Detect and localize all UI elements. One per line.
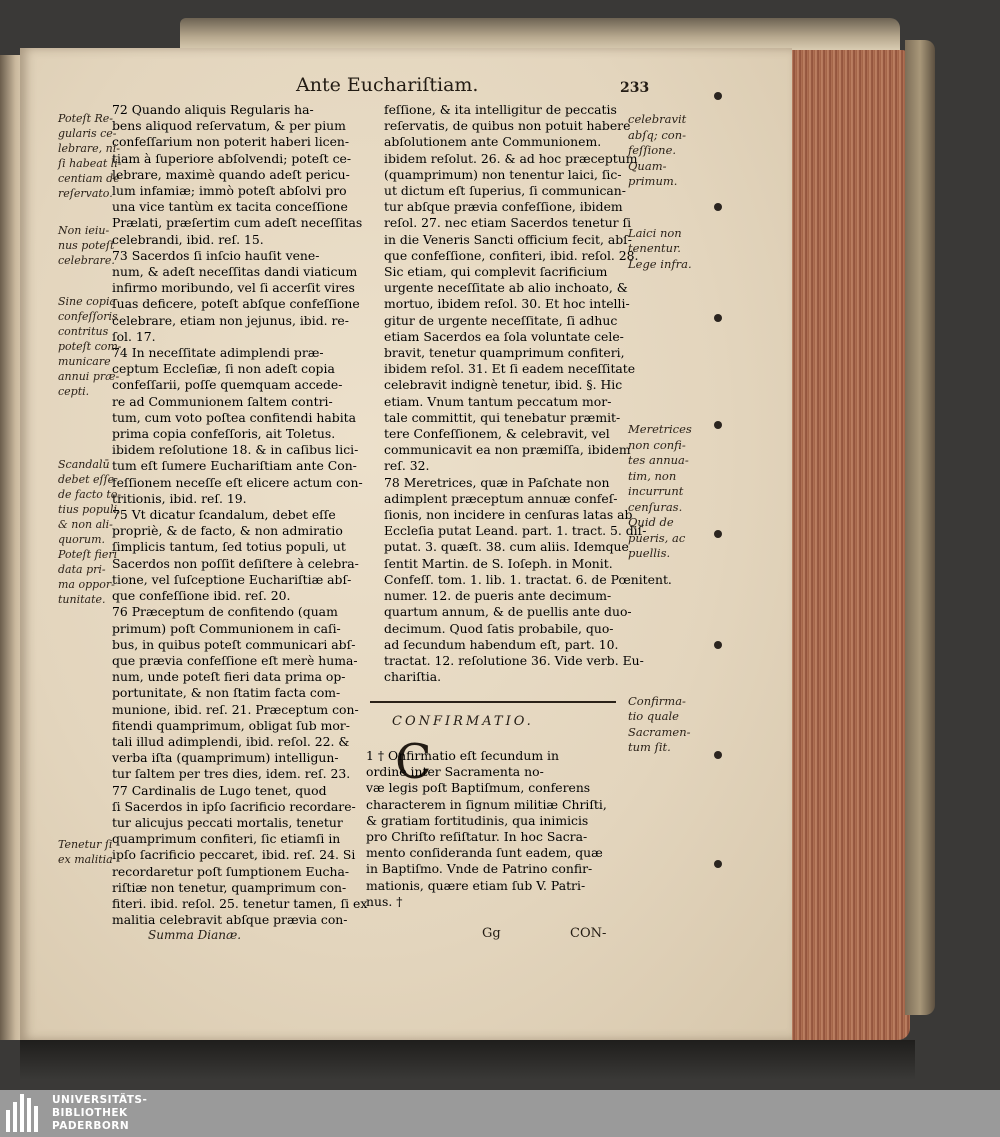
margin-note: poteſt com- xyxy=(58,340,122,353)
margin-note: Sine copia xyxy=(58,295,117,308)
text-line: Eccleſia putat Leand. part. 1. tract. 5. diſ- xyxy=(384,523,647,539)
margin-note: Quid de xyxy=(628,515,674,529)
page-block-edges xyxy=(790,50,910,1040)
text-line: quartum annum, & de puellis ante duo- xyxy=(384,604,632,620)
text-line: prima copia confeſſoris, ait Toletus. xyxy=(112,426,336,442)
margin-note: Poteſt Re- xyxy=(58,112,114,125)
text-line: reſ. 32. xyxy=(384,458,430,474)
text-line: bravit, tenetur quamprimum confiteri, xyxy=(384,345,625,361)
margin-note: annui præ- xyxy=(58,370,120,383)
margin-note: abſq; con- xyxy=(628,127,687,142)
margin-note: Scandalū xyxy=(58,458,110,471)
text-line: 78 Meretrices, quæ in Paſchate non xyxy=(384,474,610,490)
text-line: (quamprimum) non tenentur laici, ſic- xyxy=(384,166,622,182)
text-line: & gratiam fortitudinis, qua inimicis xyxy=(366,812,589,828)
text-line: ſuas deficere, poteſt abſque confeſſione xyxy=(112,296,360,312)
margin-note: Sacramen- xyxy=(628,724,691,739)
text-line: infirmo moribundo, vel ſi accerſit vires xyxy=(112,280,355,296)
margin-note: Lege infra. xyxy=(628,256,692,271)
margin-note: ſi habeat li- xyxy=(58,157,122,170)
margin-note: cenſuras. xyxy=(628,499,683,514)
section-title: CONFIRMATIO. xyxy=(392,714,534,729)
logo-line-2: BIBLIOTHEK xyxy=(52,1107,128,1119)
margin-note: tum ſit. xyxy=(628,740,671,754)
text-line: tere Confeſſionem, & celebravit, vel xyxy=(384,426,610,442)
text-line: ceptum Eccleſiæ, ſi non adeſt copia xyxy=(112,361,335,377)
text-line: propriè, & de facto, & non admiratio xyxy=(112,523,343,539)
text-line: confeſſarii, poſſe quemquam accede- xyxy=(112,377,343,393)
text-line: ſol. 17. xyxy=(112,328,156,344)
text-line: ibidem reſol. 31. Et ſi eadem neceſſitate xyxy=(384,361,636,377)
binding-hole xyxy=(714,860,722,868)
margin-note: & non ali- xyxy=(58,518,113,531)
text-line: ordine inter Sacramenta no- xyxy=(366,764,544,780)
catchword-right: CON- xyxy=(570,926,607,941)
text-line: recordaretur poſt ſumptionem Eucha- xyxy=(112,863,350,879)
margin-note: pueris, ac xyxy=(628,530,686,545)
binding-hole xyxy=(714,421,722,429)
text-line: Sic etiam, qui complevit ſacrificium xyxy=(384,264,608,280)
margin-note: quorum. xyxy=(58,533,106,546)
text-line: quamprimum confiteri, ſic etiamſi in xyxy=(112,831,341,847)
text-line: 1 † Onfirmatio eſt ſecundum in xyxy=(366,748,559,763)
section-rule xyxy=(370,701,616,703)
text-line: Prælati, præſertim cum adeſt neceſſitas xyxy=(112,215,363,231)
margin-note: non confi- xyxy=(628,437,686,452)
confirmatio-text xyxy=(366,748,607,910)
left-margin-notes xyxy=(58,111,122,867)
text-line: etiam. Vnum tantum peccatum mor- xyxy=(384,393,612,409)
text-line: adimplent præceptum annuæ confeſ- xyxy=(384,490,618,506)
text-line: num, unde poteſt fieri data prima op- xyxy=(112,669,346,685)
margin-note: data pri- xyxy=(58,563,106,576)
margin-note: celebrare. xyxy=(58,254,115,267)
text-line: bus, in quibus poteſt communicari abſ- xyxy=(112,636,356,652)
text-line: 74 In neceſſitate adimplendi præ- xyxy=(112,345,324,361)
margin-note: Laici non xyxy=(628,225,682,240)
text-line: 75 Vt dicatur ſcandalum, debet eſſe xyxy=(112,507,336,523)
binding-hole xyxy=(714,203,722,211)
text-line: num, & adeſt neceſſitas dandi viaticum xyxy=(112,264,358,280)
margin-note: ex malitia xyxy=(58,853,113,866)
text-line: numer. 12. de pueris ante decimum- xyxy=(384,588,612,604)
text-line: ipſo ſacrificio peccaret, ibid. reſ. 24. Si xyxy=(112,847,356,863)
margin-note: incurrunt xyxy=(628,484,684,498)
margin-note: municare xyxy=(58,355,111,368)
text-line: riſtiæ non tenetur, quamprimum con- xyxy=(112,879,347,895)
text-line: Confeſſ. tom. 1. lib. 1. tractat. 6. de Pœnitent. xyxy=(384,571,672,587)
margin-note: tenentur. xyxy=(628,241,681,255)
text-line: ibidem reſolut. 26. & ad hoc præceptum xyxy=(384,150,638,166)
margin-note: Poteſt fieri xyxy=(58,548,118,561)
margin-note: lebrare, ni- xyxy=(58,142,120,155)
text-line: etiam Sacerdos ea ſola voluntate cele- xyxy=(384,328,624,344)
margin-note: tim, non xyxy=(628,468,677,483)
text-line: celebravit indignè tenetur, ibid. §. Hic xyxy=(384,377,623,393)
binding-hole xyxy=(714,92,722,100)
right-margin-notes xyxy=(628,112,692,756)
text-line: tione, vel ſuſceptione Euchariſtiæ abſ- xyxy=(112,571,352,587)
drop-capital: C xyxy=(395,734,432,790)
text-line: ſimplicis tantum, ſed totius populi, ut xyxy=(112,539,346,555)
text-line: lum infamiæ; immò poteſt abſolvi pro xyxy=(112,183,347,199)
text-line: primum) poſt Communionem in caſi- xyxy=(112,620,341,636)
margin-note: Quam- xyxy=(628,158,667,173)
text-line: verba iſta (quamprimum) intelligun- xyxy=(112,750,339,766)
text-line: tale committit, qui tenebatur præmit- xyxy=(384,409,621,425)
margin-note: feſſione. xyxy=(628,143,677,157)
text-line: ſi Sacerdos in ipſo ſacrificio recordare- xyxy=(112,798,356,814)
text-line: que confeſſione ibid. reſ. 20. xyxy=(112,588,291,604)
text-line: que prævia confeſſione eſt merè huma- xyxy=(112,652,358,668)
margin-note: de facto to- xyxy=(58,488,122,501)
text-line: tur alicujus peccati mortalis, tenetur xyxy=(112,814,343,830)
text-line: in Baptiſmo. Vnde de Patrino confir- xyxy=(366,861,593,877)
text-line: fitendi quamprimum, obligat ſub mor- xyxy=(112,717,350,733)
text-line: reſervatis, de quibus non potuit habere xyxy=(384,118,631,134)
text-line: væ legis poſt Baptiſmum, conferens xyxy=(366,780,591,796)
margin-note: tes annua- xyxy=(628,453,689,467)
margin-note: puellis. xyxy=(628,546,671,560)
binding-hole xyxy=(714,530,722,538)
text-line: decimum. Quod ſatis probabile, quo- xyxy=(384,620,614,636)
text-line: nus. † xyxy=(366,893,403,909)
text-line: feſſionem neceſſe eſt elicere actum con- xyxy=(112,474,363,490)
facing-page-edge xyxy=(0,55,22,1040)
text-line: 72 Quando aliquis Regularis ha- xyxy=(112,102,314,117)
binding-hole xyxy=(714,314,722,322)
text-line: 77 Cardinalis de Lugo tenet, quod xyxy=(112,782,327,798)
margin-note: tio quale xyxy=(628,709,679,723)
text-line: ibidem reſolutione 18. & in caſibus lici- xyxy=(112,442,359,458)
text-line: communicavit ea non præmiſſa, ibidem xyxy=(384,442,631,458)
text-line: mortuo, ibidem reſol. 30. Et hoc intelli- xyxy=(384,296,630,312)
text-line: munione, ibid. reſ. 21. Præceptum con- xyxy=(112,701,359,717)
text-line: tritionis, ibid. reſ. 19. xyxy=(112,490,247,506)
page-number: 233 xyxy=(620,80,650,96)
text-line: fiteri. ibid. reſol. 25. tenetur tamen, ſi ex xyxy=(112,895,368,911)
text-line: que confeſſione, confiteri, ibid. reſol. 28. xyxy=(384,247,639,263)
text-line: re ad Communionem ſaltem contri- xyxy=(112,393,333,409)
text-line: feſſione, & ita intelligitur de peccatis xyxy=(384,102,617,117)
binding-hole xyxy=(714,751,722,759)
text-line: bens aliquod reſervatum, & per pium xyxy=(112,118,346,134)
margin-note: Tenetur ſi xyxy=(58,838,113,851)
text-line: tractat. 12. reſolutione 36. Vide verb. Eu- xyxy=(384,652,644,668)
binding-hole xyxy=(714,641,722,649)
margin-note: celebravit xyxy=(628,112,687,126)
margin-note: centiam de xyxy=(58,172,120,185)
text-line: ad ſecundum habendum eſt, part. 10. xyxy=(384,636,619,652)
text-line: mento conſideranda ſunt eadem, quæ xyxy=(366,845,603,861)
margin-note: Non ieiu- xyxy=(58,224,110,237)
margin-note: nus poteſt xyxy=(58,239,115,252)
margin-note: Meretrices xyxy=(628,422,692,436)
text-line: tali illud adimplendi, ibid. reſol. 22. & xyxy=(112,733,350,749)
margin-note: contritus xyxy=(58,325,109,338)
text-line: urgente neceſſitate ab alio inchoato, & xyxy=(384,280,628,296)
text-line: una vice tantùm ex tacita conceſſione xyxy=(112,199,348,215)
text-line: ſentit Martin. de S. Ioſeph. in Monit. xyxy=(384,555,613,571)
margin-note: tius populi, xyxy=(58,503,121,516)
text-line: tur abſque prævia confeſſione, ibidem xyxy=(384,199,623,215)
margin-note: ma oppor- xyxy=(58,578,115,591)
text-line: reſol. 27. nec etiam Sacerdos tenetur ſi xyxy=(384,215,632,231)
library-footer xyxy=(0,1090,1000,1137)
logo-line-3: PADERBORN xyxy=(52,1120,130,1132)
text-line: lebrare, maximè quando adeſt pericu- xyxy=(112,166,350,182)
text-line: malitia celebravit abſque prævia con- xyxy=(112,912,348,928)
left-text-column xyxy=(112,102,367,928)
text-line: pro Chriſto reſiſtatur. In hoc Sacra- xyxy=(366,829,588,845)
text-line: abſolutionem ante Communionem. xyxy=(384,134,602,150)
text-line: tur ſaltem per tres dies, idem. reſ. 23. xyxy=(112,766,351,782)
text-line: tiam à ſuperiore abſolvendi; poteſt ce- xyxy=(112,150,352,166)
text-line: 73 Sacerdos ſi inſcio hauſit vene- xyxy=(112,247,320,263)
margin-note: primum. xyxy=(628,174,678,188)
text-line: in die Veneris Sancti officium fecit, abſ- xyxy=(384,231,632,247)
book-head-edge xyxy=(180,18,900,50)
text-line: gitur de urgente neceſſitate, ſi adhuc xyxy=(384,312,618,328)
text-line: putat. 3. quæſt. 38. cum aliis. Idemque xyxy=(384,539,629,555)
book-cover-edge xyxy=(905,40,935,1015)
text-line: Sacerdos non poſſit deſiſtere à celebra- xyxy=(112,555,359,571)
page-shadow xyxy=(20,1040,915,1080)
margin-note: gularis ce- xyxy=(58,127,117,140)
library-logo-icon xyxy=(6,1094,46,1132)
text-line: celebrare, etiam non jejunus, ibid. re- xyxy=(112,312,349,328)
text-line: celebrandi, ibid. reſ. 15. xyxy=(112,231,264,247)
margin-note: confeſſoris xyxy=(58,310,118,323)
text-line: portunitate, & non ſtatim facta com- xyxy=(112,685,341,701)
text-line: characterem in ſignum militiæ Chriſti, xyxy=(366,796,607,812)
margin-note: reſervato. xyxy=(58,187,113,200)
text-line: confeſſarium non poterit haberi licen- xyxy=(112,134,350,150)
margin-note: Confirma- xyxy=(628,693,686,708)
catchword-left: Summa Dianæ. xyxy=(148,928,242,942)
logo-line-1: UNIVERSITÄTS- xyxy=(52,1094,148,1106)
text-line: tum, cum voto poſtea confitendi habita xyxy=(112,409,357,425)
text-line: ſionis, non incidere in cenſuras latas ab xyxy=(384,507,633,523)
margin-note: tunitate. xyxy=(58,593,106,606)
text-line: mationis, quære etiam ſub V. Patri- xyxy=(366,877,586,893)
text-line: ut dictum eſt ſuperius, ſi communican- xyxy=(384,183,626,199)
text-line: 76 Præceptum de confitendo (quam xyxy=(112,604,338,620)
margin-note: cepti. xyxy=(58,385,90,398)
text-line: chariſtia. xyxy=(384,669,442,685)
margin-note: debet eſſe xyxy=(58,473,115,486)
signature-mark: Gg xyxy=(482,926,501,941)
text-line: tum eſt ſumere Euchariſtiam ante Con- xyxy=(112,458,357,474)
running-header: Ante Euchariſtiam. xyxy=(296,74,479,96)
